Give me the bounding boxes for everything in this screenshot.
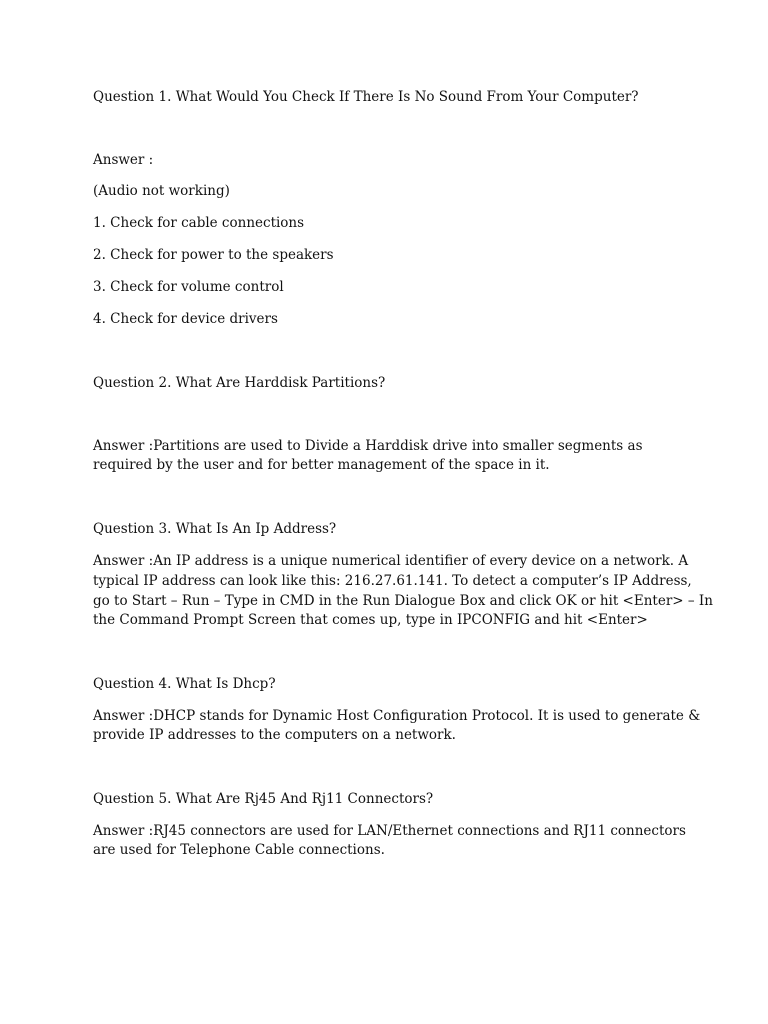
question-1-heading: Question 1. What Would You Check If There Is No Sound From Your Computer? xyxy=(93,89,639,105)
question-3-answer-line: go to Start – Run – Type in CMD in the Run Dialogue Box and click OK or hit <Enter> – In xyxy=(93,593,713,609)
question-5-answer-line: are used for Telephone Cable connections. xyxy=(93,842,385,858)
question-1-step: 4. Check for device drivers xyxy=(93,311,278,327)
question-1-answer-label: Answer : xyxy=(93,152,154,168)
question-5-heading: Question 5. What Are Rj45 And Rj11 Connectors? xyxy=(93,791,434,807)
question-3-heading: Question 3. What Is An Ip Address? xyxy=(93,521,337,537)
question-2-answer-line: Answer :Partitions are used to Divide a Harddisk drive into smaller segments as xyxy=(93,438,643,454)
question-3-answer-line: the Command Prompt Screen that comes up, type in IPCONFIG and hit <Enter> xyxy=(93,612,648,628)
question-3-answer-line: Answer :An IP address is a unique numerical identifier of every device on a network. A xyxy=(93,553,689,569)
question-4-heading: Question 4. What Is Dhcp? xyxy=(93,676,276,692)
question-5-answer-line: Answer :RJ45 connectors are used for LAN/Ethernet connections and RJ11 connectors xyxy=(93,823,686,839)
question-3-answer-line: typical IP address can look like this: 216.27.61.141. To detect a computer’s IP Address, xyxy=(93,573,692,589)
question-4-answer-line: provide IP addresses to the computers on a network. xyxy=(93,727,456,743)
question-1-subtitle: (Audio not working) xyxy=(93,183,230,199)
question-1-step: 3. Check for volume control xyxy=(93,279,284,295)
question-2-answer-line: required by the user and for better management of the space in it. xyxy=(93,457,550,473)
question-4-answer-line: Answer :DHCP stands for Dynamic Host Configuration Protocol. It is used to generate & xyxy=(93,708,701,724)
question-1-step: 2. Check for power to the speakers xyxy=(93,247,334,263)
question-1-step: 1. Check for cable connections xyxy=(93,215,305,231)
question-2-heading: Question 2. What Are Harddisk Partitions? xyxy=(93,375,386,391)
